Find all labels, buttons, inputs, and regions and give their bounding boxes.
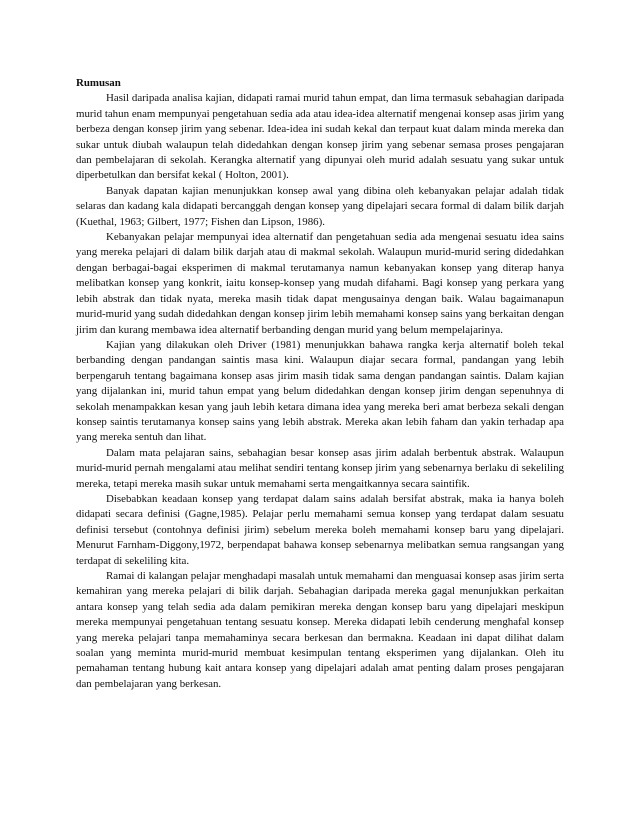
paragraph-1: Hasil daripada analisa kajian, didapati ramai murid tahun empat, dan lima termasuk sebahagian daripada murid tahun enam mempunyai pengetahuan sedia ada atau idea-idea alternatif mengenai konsep asas jirim yang berbeza dengan konsep jirim yang sebenar. Idea-idea ini sudah kekal dan terpaut kuat dalam minda mereka dan sukar untuk diubah walaupun telah didedahkan dengan konsep jirim yang sebenar semasa proses pengajaran dan pembelajaran di sekolah. Kerangka alternatif yang dipunyai oleh murid adalah sesuatu yang sukar untuk diperbetulkan dan bersifat kekal ( Holton, 2001).: [76, 92, 564, 182]
paragraph-5: Dalam mata pelajaran sains, sebahagian besar konsep asas jirim adalah berbentuk abstrak. Walaupun murid-murid pernah mengalami atau melihat sendiri tentang konsep jirim yang sebenarnya berlaku di sekeliling mereka, tetapi mereka masih sukar untuk memahami serta mengaitkannya secara saintifik.: [76, 446, 564, 490]
paragraph-7: Ramai di kalangan pelajar menghadapi masalah untuk memahami dan menguasai konsep asas jirim serta kemahiran yang mereka pelajari di bilik darjah. Sebahagian daripada mereka gagal menunjukkan perkaitan antara konsep yang telah sedia ada dalam pemikiran mereka dengan konsep baru yang dipelajari meskipun mereka mempunyai pengetahuan tentang sesuatu konsep. Mereka didapati lebih cenderung menghafal konsep yang mereka pelajari tanpa memahaminya secara berkesan dan bermakna. Keadaan ini dapat dilihat dalam soalan yang meminta murid-murid membuat kesimpulan tentang eksperimen yang dijalankan. Oleh itu pemahaman tentang hubung kait antara konsep yang dipelajari adalah amat penting dalam proses pengajaran dan pembelajaran yang berkesan.: [76, 570, 564, 690]
paragraph-3: Kebanyakan pelajar mempunyai idea alternatif dan pengetahuan sedia ada mengenai sesuatu idea sains yang mereka pelajari di dalam bilik darjah atau di makmal sekolah. Walaupun murid-murid sering didedahkan dengan berbagai-bagai eksperimen di makmal terutamanya namun kebanyakan konsep yang diterap hanya melibatkan konsep yang konkrit, iaitu konsep-konsep yang mudah difahami. Bagi konsep yang perkara yang lebih abstrak dan tidak nyata, mereka masih tidak dapat mengusainya dengan baik. Walau bagaimanapun murid-murid yang sudah didedahkan dengan konsep jirim lebih memahami konsep sains yang berkaitan dengan jirim dan kurang membawa idea alternatif berbanding dengan murid yang belum mempelajarinya.: [76, 231, 564, 336]
document-page: [76, 76, 564, 692]
paragraph-4: Kajian yang dilakukan oleh Driver (1981) menunjukkan bahawa rangka kerja alternatif boleh tekal berbanding dengan pandangan saintis masa kini. Walaupun diajar secara formal, pandangan yang lebih berpengaruh tentang bagaimana konsep asas jirim masih tidak sama dengan pandangan saintis. Dalam kajian yang dijalankan ini, murid tahun empat yang belum didedahkan dengan konsep jirim dengan sepenuhnya di sekolah menampakkan kesan yang jauh lebih ketara dimana idea yang mereka beri amat berbeza sekali dengan konsep saintis terutamanya konsep sains yang lebih abstrak. Mereka akan lebih faham dan yakin terhadap apa yang mereka sentuh dan lihat.: [76, 338, 564, 444]
paragraph-6: Disebabkan keadaan konsep yang terdapat dalam sains adalah bersifat abstrak, maka ia hanya boleh didapati secara definisi (Gagne,1985). Pelajar perlu memahami semua konsep yang terdapat dalam sesuatu definisi tersebut (contohnya definisi jirim) sebelum mereka boleh memahami konsep baru yang dipelajari. Menurut Farnham-Diggony,1972, berpendapat bahawa konsep sebenarnya melibatkan semua rangsangan yang terdapat di sekeliling kita.: [76, 492, 564, 567]
paragraph-2: Banyak dapatan kajian menunjukkan konsep awal yang dibina oleh kebanyakan pelajar adalah tidak selaras dan kadang kala didapati bercanggah dengan konsep yang dipelajari secara formal di dalam bilik darjah (Kuethal, 1963; Gilbert, 1977; Fishen dan Lipson, 1986).: [76, 184, 564, 228]
section-heading: Rumusan: [76, 77, 121, 89]
